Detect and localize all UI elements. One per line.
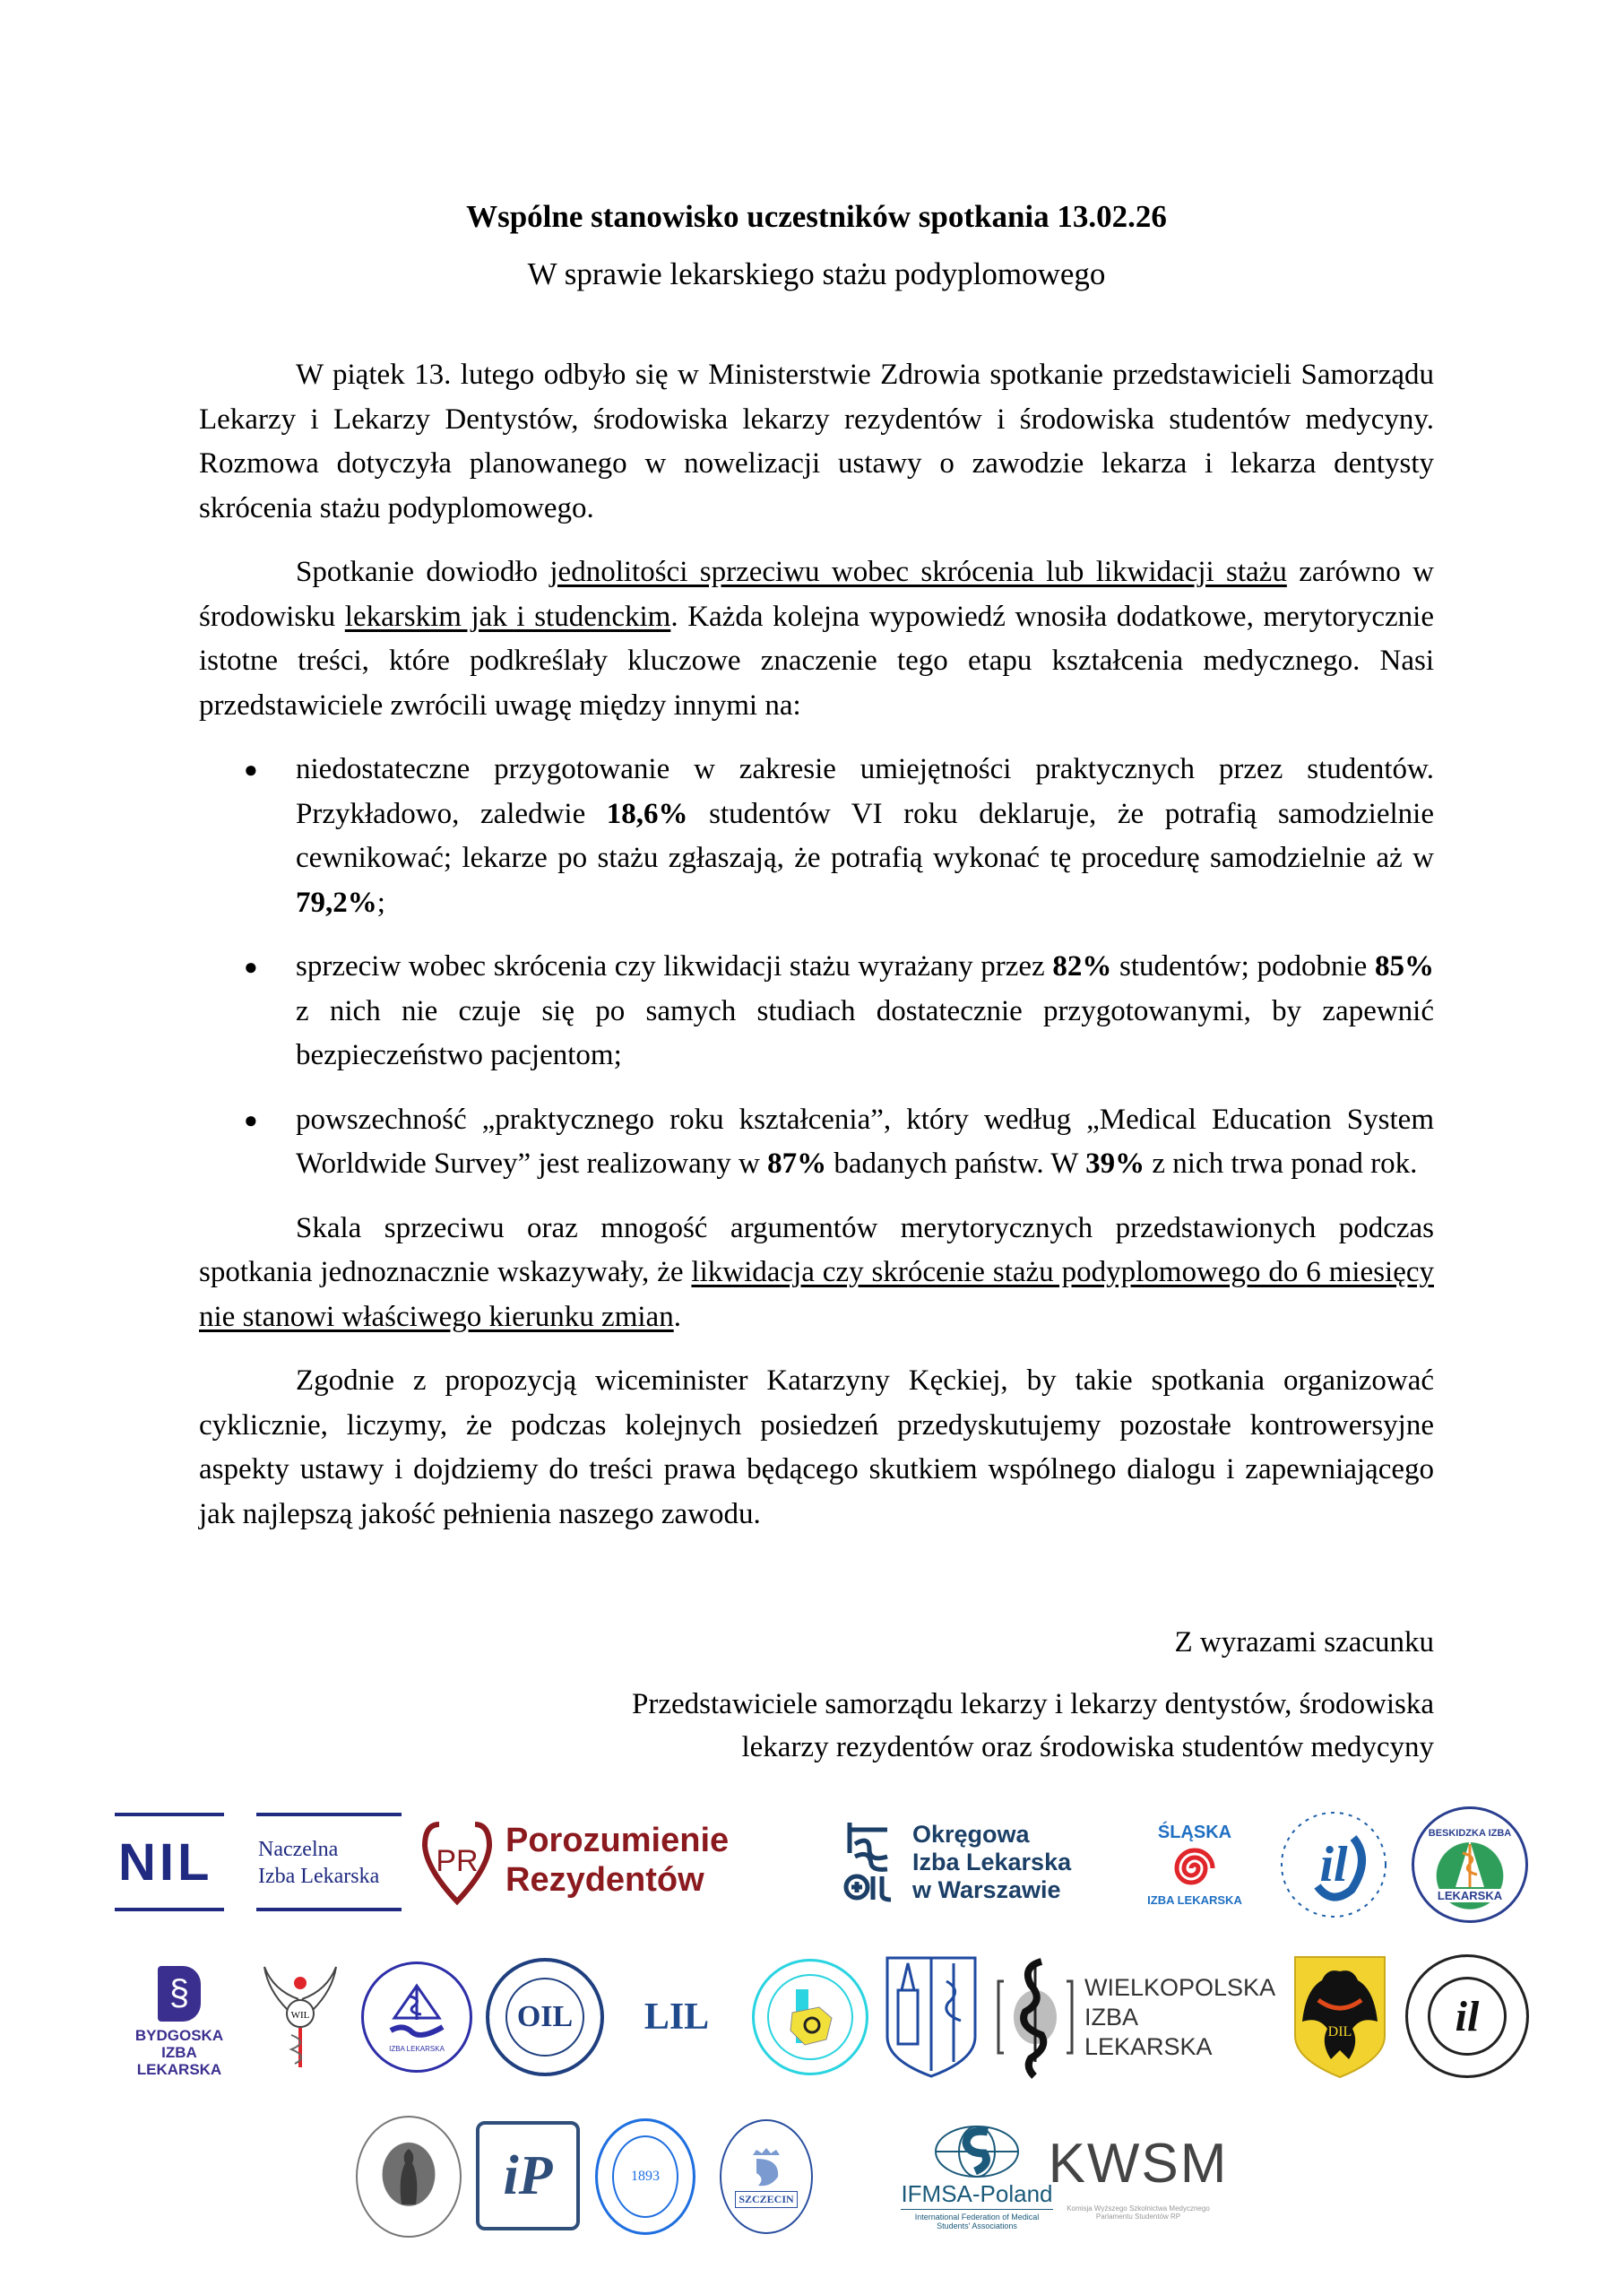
text: zarówno w środowisku xyxy=(199,556,1434,633)
spiral-icon xyxy=(1170,1843,1220,1893)
stat-value: 79,2% xyxy=(296,886,377,919)
logo-opolska-izba-lekarska xyxy=(749,1956,871,2078)
wielkopolska-line1: WIELKOPOLSKA xyxy=(1084,1973,1276,2001)
oil-warszawa-line2: Izba Lekarska xyxy=(912,1848,1072,1875)
paragraph-conclusion xyxy=(199,1207,1434,1340)
text: Spotkanie dowiodło xyxy=(296,556,550,588)
bydgoska-line2: IZBA xyxy=(161,2043,197,2061)
pr-mark: PR xyxy=(436,1844,479,1878)
paragraph-future-meetings: Zgodnie z propozycją wiceminister Katarzyny Kęckiej, by takie spotkania organizować cyklicznie, liczymy, że podczas kolejnych posiedzeń przedyskutujemy pozostałe kontrowersyjne aspekty ustawy i dojdziemy do treści prawa będącego skutkiem wspólnego dialogu i zapewniającego jak najlepszą jakość pełnienia naszego zawodu. xyxy=(199,1364,1434,1530)
warminsko-emblem-icon xyxy=(385,1982,448,2045)
logo-oil-krakow xyxy=(592,2116,699,2238)
nil-name-line1: Naczelna xyxy=(258,1838,339,1861)
slaska-bottom: IZBA LEKARSKA xyxy=(1147,1893,1242,1907)
text: niedostateczne przygotowanie w zakresie umiejętności praktycznych przez studentów. Przykładowo, zaledwie xyxy=(296,753,1434,830)
logo-wielkopolska-izba-lekarska xyxy=(995,1954,1291,2080)
ifmsa-line2: Students' Associations xyxy=(937,2221,1017,2230)
text: powszechność „praktycznego roku kształcenia”, który według „Medical Education System Worldwide Survey” jest realizowany w xyxy=(296,1103,1434,1180)
signature-line: lekarzy rezydentów oraz środowiska studentów medycyny xyxy=(741,1731,1434,1763)
ip-box xyxy=(476,2121,580,2230)
krakow-year: 1893 xyxy=(631,2169,660,2184)
bydgoska-b-mark-icon: § xyxy=(158,1966,201,2022)
stat-value: 82% xyxy=(1052,950,1112,983)
nil-name-line2: Izba Lekarska xyxy=(258,1865,380,1888)
logo-porozumienie-rezydentow xyxy=(421,1811,816,1910)
lodz-mark: il xyxy=(1319,1837,1348,1892)
list-item xyxy=(244,945,1434,1078)
bullet-icon: ● xyxy=(244,954,258,980)
closing-block xyxy=(632,1621,1434,1769)
oil-warszawa-line3: w Warszawie xyxy=(912,1875,1061,1903)
closing-regards: Z wyrazami szacunku xyxy=(1174,1626,1434,1658)
text: badanych państw. W xyxy=(826,1148,1086,1180)
document-body xyxy=(199,197,1434,1537)
heart-pr-icon xyxy=(421,1815,493,1905)
bialystok-mark: il xyxy=(1455,1992,1480,2040)
underlined-text: likwidacja czy skrócenie stażu podyplomowego do 6 miesięcy nie stanowi właściwego kierunku zmian xyxy=(199,1256,1434,1333)
text: . Każda kolejna wypowiedź wnosiła dodatkowe, merytorycznie istotne treści, które podkreślały kluczowe znaczenie tego etapu kształcenia medycznego. Nasi przedstawiciele zwrócili uwagę między innymi na: xyxy=(199,600,1434,722)
paragraph-opposition xyxy=(199,550,1434,728)
signature-line: Przedstawiciele samorządu lekarzy i lekarzy dentystów, środowiska xyxy=(632,1688,1434,1720)
stat-value: 85% xyxy=(1374,950,1434,983)
logo-warminsko-mazurska xyxy=(358,1954,475,2080)
text: z nich nie czuje się po samych studiach dostatecznie przygotowanymi, by zapewnić bezpieczeństwo pacjentom; xyxy=(296,994,1434,1071)
logo-beskidzka-izba-lekarska xyxy=(1398,1804,1542,1926)
kwsm-line1: Komisja Wyższego Szkolnictwa Medycznego xyxy=(1067,2204,1210,2213)
logo-lubelska-izba-lekarska xyxy=(618,1954,735,2080)
slaska-top: ŚLĄSKA xyxy=(1157,1823,1232,1842)
paragraph-intro: W piątek 13. lutego odbyło się w Ministerstwie Zdrowia spotkanie przedstawicieli Samorządu Lekarzy i Lekarzy Dentystów, środowiska lekarzy rezydentów i środowiska studentów medycyny. Rozmowa dotyczyła planowanego w nowelizacji ustawy o zawodzie lekarza i lekarza dentysty skrócenia stażu podyplomowego. xyxy=(199,359,1434,524)
text: studentów; podobnie xyxy=(1111,950,1375,983)
logo-dolnoslaska-izba-lekarska xyxy=(1291,1953,1389,2080)
beskidzka-bottom: LEKARSKA xyxy=(1437,1888,1503,1902)
logo-city-caduceus-shield xyxy=(882,1954,980,2080)
nil-abbr: NIL xyxy=(118,1833,213,1892)
wielkopolska-line3: LEKARSKA xyxy=(1084,2032,1213,2060)
griffin-icon xyxy=(744,2146,789,2191)
caduceus-icon xyxy=(1452,1839,1488,1889)
bullet-icon: ● xyxy=(244,757,258,783)
list-item xyxy=(244,1098,1434,1187)
logo-wojskowa-izba-lekarska xyxy=(251,1954,350,2080)
stat-value: 18,6% xyxy=(606,797,688,830)
text: z nich trwa ponad rok. xyxy=(1145,1148,1418,1180)
ifmsa-line1: International Federation of Medical xyxy=(914,2213,1040,2221)
oil-warszawa-emblem-icon xyxy=(842,1817,896,1907)
document-title: Wspólne stanowisko uczestników spotkania 13.02.26 xyxy=(466,199,1167,234)
bullet-icon: ● xyxy=(244,1106,258,1133)
logo-ifmsa-poland xyxy=(896,2116,1058,2238)
text: ; xyxy=(376,886,385,919)
opolska-map-icon xyxy=(783,1986,837,2048)
logo-slaska-izba-lekarska xyxy=(1127,1802,1262,1927)
bydgoska-line1: BYDGOSKA xyxy=(134,2026,224,2044)
logo-nil xyxy=(115,1813,402,1911)
winged-caduceus-icon xyxy=(255,1963,345,2071)
list-item xyxy=(244,748,1434,925)
szczecin-label: SZCZECIN xyxy=(735,2191,797,2208)
ifmsa-name: IFMSA-Poland xyxy=(901,2180,1052,2210)
wielkopolska-line2: IZBA xyxy=(1084,2003,1139,2031)
ip-mark: iP xyxy=(503,2144,553,2206)
warminsko-bottom: IZBA LEKARSKA xyxy=(389,2044,445,2053)
underlined-text: jednolitości sprzeciwu wobec skrócenia lub likwidacji stażu xyxy=(549,556,1287,588)
stat-value: 87% xyxy=(767,1148,827,1180)
city-shield-icon xyxy=(884,1954,979,2080)
logo-oil-lodz xyxy=(1271,1804,1396,1926)
logo-bydgoska-izba-lekarska xyxy=(117,1963,242,2080)
bydgoska-line3: LEKARSKA xyxy=(136,2060,222,2078)
porozumienie-line2: Rezydentów xyxy=(505,1861,704,1899)
logo-ip-mark xyxy=(471,2117,584,2234)
oil-warszawa-line1: Okręgowa xyxy=(912,1820,1030,1848)
logo-oil-zielona-gora xyxy=(355,2114,462,2239)
lubelska-mark: LIL xyxy=(644,1996,710,2038)
text: . xyxy=(673,1300,681,1333)
eagle-shield-icon xyxy=(1291,1953,1388,2079)
rod-of-asclepius-icon xyxy=(995,1954,1075,2080)
globe-icon xyxy=(932,2123,1022,2180)
tarnow-mark: OIL xyxy=(516,2000,574,2033)
logo-kwsm xyxy=(1048,2116,1229,2238)
logo-oil-bialystok xyxy=(1402,1953,1533,2080)
underlined-text: lekarskim jak i studenckim xyxy=(344,600,671,633)
text: Skala sprzeciwu oraz mnogość argumentów merytorycznych przedstawionych podczas spotkania jednoznacznie wskazywały, że xyxy=(199,1211,1434,1288)
beskidzka-top: BESKIDZKA IZBA xyxy=(1428,1827,1512,1839)
text: sprzeciw wobec skrócenia czy likwidacji stażu wyrażany przez xyxy=(296,950,1053,983)
kwsm-mark: KWSM xyxy=(1048,2133,1229,2195)
statue-icon xyxy=(391,2145,427,2208)
wil-mark: WIL xyxy=(290,2010,310,2021)
arguments-list xyxy=(199,748,1434,1187)
logo-oil-warszawa xyxy=(842,1813,1102,1911)
text: studentów VI roku deklaruje, że potrafią samodzielnie cewnikować; lekarze po stażu zgłaszają, że potrafią wykonać tę procedurę samodzielnie aż w xyxy=(296,797,1434,874)
document-subtitle: W sprawie lekarskiego stażu podyplomowego xyxy=(527,256,1106,291)
stat-value: 39% xyxy=(1085,1148,1145,1180)
logo-oil-szczecin xyxy=(717,2116,816,2238)
kwsm-line2: Parlamentu Studentów RP xyxy=(1095,2213,1181,2221)
porozumienie-line1: Porozumienie xyxy=(505,1822,730,1859)
dil-mark: DIL xyxy=(1327,2024,1352,2040)
logo-oil-tarnow xyxy=(482,1956,608,2078)
